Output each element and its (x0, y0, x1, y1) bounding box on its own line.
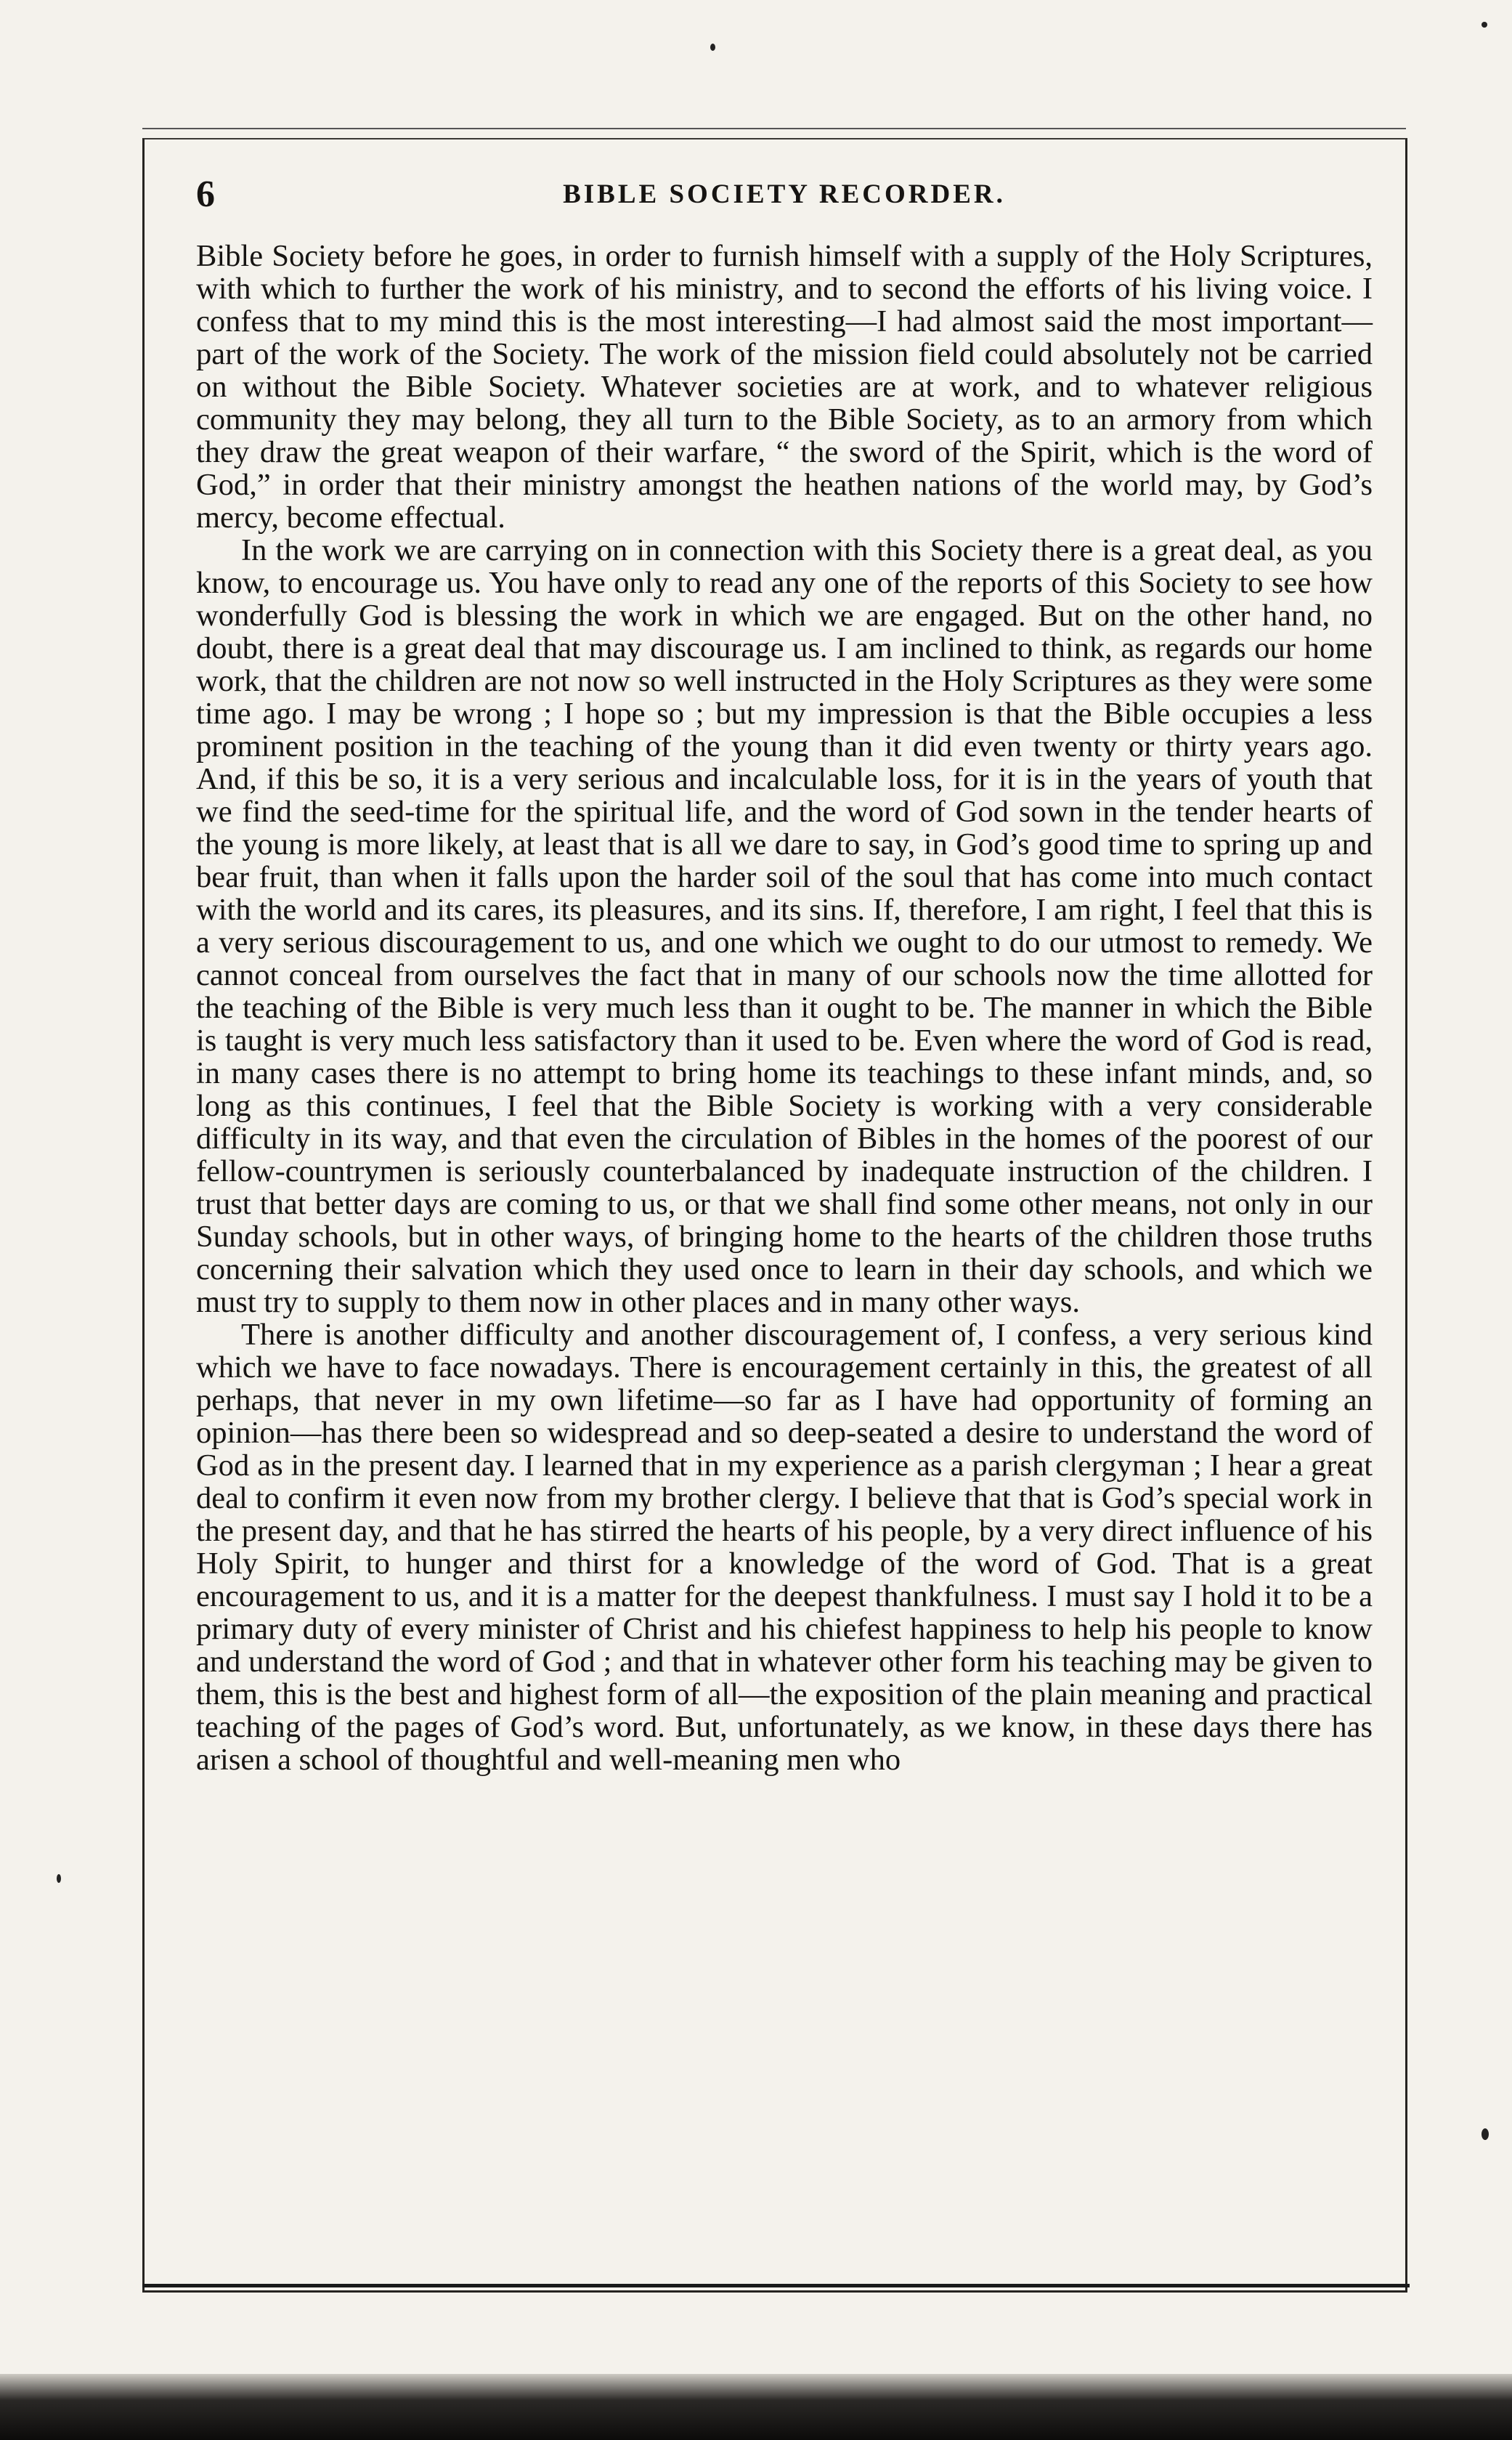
bottom-rule (142, 2284, 1410, 2287)
paragraph: There is another difficulty and another discouragement of, I confess, a very serious kind which we have to face nowadays. There is encouragement certainly in this, the greatest of all perhaps, that never in my own lifetime—so far as I have had opportunity of forming an opinion—has there been so widespread and so deep-seated a desire to understand the word of God as in the present day. I learned that in my experience as a parish clergyman ; I hear a great deal to confirm it even now from my brother clergy. I believe that that is God’s special work in the present day, and that he has stirred the hearts of his people, by a very direct influence of his Holy Spirit, to hunger and thirst for a knowledge of the word of God. That is a great encouragement to us, and it is a matter for the deepest thankfulness. I must say I hold it to be a primary duty of every minister of Christ and his chiefest happiness to help his people to know and understand the word of God ; and that in whatever other form his teaching may be given to them, this is the best and highest form of all—the exposition of the plain meaning and practical teaching of the pages of God’s word. But, unfortunately, as we know, in these days there has arisen a school of thoughtful and well-meaning men who (196, 1318, 1373, 1777)
article-body (196, 240, 1373, 1776)
scan-edge-shadow (0, 2374, 1512, 2440)
running-head: BIBLE SOCIETY RECORDER. (563, 179, 1006, 209)
scan-speck (1481, 2128, 1489, 2140)
scan-speck (57, 1874, 61, 1883)
scan-speck (710, 44, 715, 51)
scan-speck (1481, 22, 1487, 28)
top-rule (142, 128, 1406, 129)
page-number: 6 (196, 174, 215, 215)
paragraph: In the work we are carrying on in connection with this Society there is a great deal, as you know, to encourage us. You have only to read any one of the reports of this Society to see how wonderfully God is blessing the work in which we are engaged. But on the other hand, no doubt, there is a great deal that may discourage us. I am inclined to think, as regards our home work, that the children are not now so well instructed in the Holy Scriptures as they were some time ago. I may be wrong ; I hope so ; but my impression is that the Bible occupies a less prominent position in the teaching of the young than it did even twenty or thirty years ago. And, if this be so, it is a very serious and incalculable loss, for it is in the years of youth that we find the seed-time for the spiritual life, and the word of God sown in the tender hearts of the young is more likely, at least that is all we dare to say, in God’s good time to spring up and bear fruit, than when it falls upon the harder soil of the soul that has come into much contact with the world and its cares, its pleasures, and its sins. If, therefore, I am right, I feel that this is a very serious discouragement to us, and one which we ought to do our utmost to remedy. We cannot conceal from ourselves the fact that in many of our schools now the time allotted for the teaching of the Bible is very much less than it ought to be. The manner in which the Bible is taught is very much less satisfactory than it used to be. Even where the word of God is read, in many cases there is no attempt to bring home its teachings to these infant minds, and, so long as this continues, I feel that the Bible Society is working with a very considerable difficulty in its way, and that even the circulation of Bibles in the homes of the poorest of our fellow-countrymen is seriously counterbalanced by inadequate instruction of the children. I trust that better days are coming to us, or that we shall find some other means, not only in our Sunday schools, but in other ways, of bringing home to the hearts of the children those truths concerning their salvation which they used once to learn in their day schools, and which we must try to supply to them now in other places and in many other ways. (196, 533, 1373, 1319)
page-header (196, 173, 1373, 224)
paragraph: Bible Society before he goes, in order to furnish himself with a supply of the Holy Scriptures, with which to further the work of his ministry, and to second the efforts of his living voice. I confess that to my mind this is the most interesting—I had almost said the most important—part of the work of the Society. The work of the mission field could absolutely not be carried on without the Bible Society. Whatever societies are at work, and to whatever religious community they may belong, they all turn to the Bible Society, as to an armory from which they draw the great weapon of their warfare, “ the sword of the Spirit, which is the word of God,” in order that their ministry amongst the heathen nations of the world may, by God’s mercy, become effectual. (196, 239, 1373, 535)
